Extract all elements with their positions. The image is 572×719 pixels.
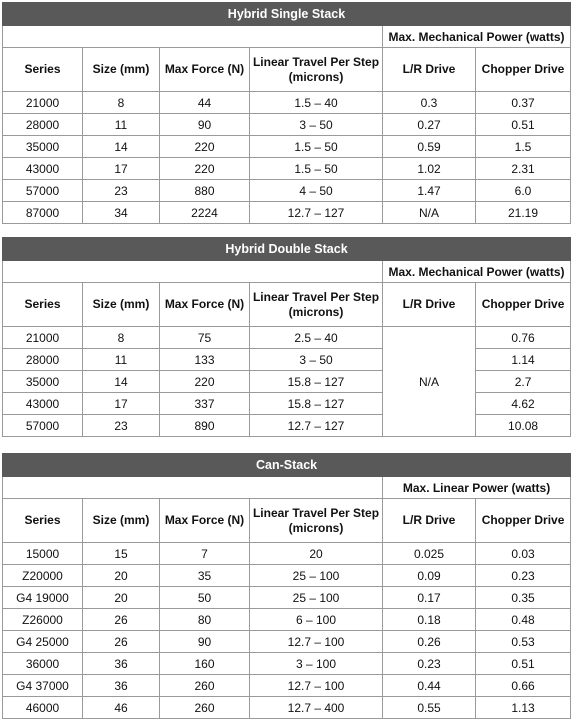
lr-drive-merged-cell: N/A	[383, 327, 476, 437]
table-cell: 12.7 – 100	[250, 675, 383, 697]
table-row	[3, 136, 571, 158]
table-row	[3, 675, 571, 697]
table-cell: 6 – 100	[250, 609, 383, 631]
table-cell: 1.5 – 40	[250, 92, 383, 114]
column-header: Linear Travel Per Step (microns)	[250, 499, 383, 543]
table-cell: 1.02	[383, 158, 476, 180]
table-cell: 14	[83, 371, 160, 393]
table-cell: 15.8 – 127	[250, 371, 383, 393]
table-cell: 0.09	[383, 565, 476, 587]
table-cell: 0.44	[383, 675, 476, 697]
table-cell: 11	[83, 349, 160, 371]
table-row	[3, 631, 571, 653]
table-cell: 3 – 50	[250, 114, 383, 136]
column-header: Max Force (N)	[160, 283, 250, 327]
table-cell: 3 – 50	[250, 349, 383, 371]
table-cell: 0.53	[476, 631, 571, 653]
can-stack-block	[2, 453, 570, 719]
can-stack-table	[2, 453, 571, 719]
table-cell: 28000	[3, 349, 83, 371]
table-cell: 0.025	[383, 543, 476, 565]
table-cell: 21000	[3, 327, 83, 349]
group-header: Max. Linear Power (watts)	[383, 477, 571, 499]
table-cell: 11	[83, 114, 160, 136]
table-cell: 0.03	[476, 543, 571, 565]
table-cell: 0.18	[383, 609, 476, 631]
table-cell: 4.62	[476, 393, 571, 415]
table-cell: 0.48	[476, 609, 571, 631]
table-cell: 25 – 100	[250, 565, 383, 587]
table-cell: 8	[83, 92, 160, 114]
table-cell: 8	[83, 327, 160, 349]
table-title: Hybrid Single Stack	[3, 3, 571, 26]
table-cell: 3 – 100	[250, 653, 383, 675]
table-cell: 46	[83, 697, 160, 719]
table-cell: 0.23	[383, 653, 476, 675]
table-row	[3, 697, 571, 719]
table-cell: 80	[160, 609, 250, 631]
column-header: Size (mm)	[83, 48, 160, 92]
table-cell: 1.14	[476, 349, 571, 371]
table-cell: 12.7 – 127	[250, 415, 383, 437]
table-cell: 36	[83, 675, 160, 697]
table-row	[3, 327, 571, 349]
table-cell: 46000	[3, 697, 83, 719]
table-cell: 35000	[3, 371, 83, 393]
column-header: L/R Drive	[383, 283, 476, 327]
column-header: Chopper Drive	[476, 48, 571, 92]
table-cell: 21.19	[476, 202, 571, 224]
table-row	[3, 587, 571, 609]
table-cell: 12.7 – 400	[250, 697, 383, 719]
table-cell: G4 25000	[3, 631, 83, 653]
table-cell: 17	[83, 158, 160, 180]
table-cell: 0.27	[383, 114, 476, 136]
column-header: L/R Drive	[383, 48, 476, 92]
table-cell: 0.59	[383, 136, 476, 158]
hybrid-double-stack-table	[2, 237, 571, 437]
column-header: Series	[3, 499, 83, 543]
column-header: Size (mm)	[83, 499, 160, 543]
table-cell: 17	[83, 393, 160, 415]
header-spacer	[3, 261, 383, 283]
table-cell: 0.35	[476, 587, 571, 609]
group-header: Max. Mechanical Power (watts)	[383, 26, 571, 48]
table-row	[3, 202, 571, 224]
table-cell: 25 – 100	[250, 587, 383, 609]
table-cell: 160	[160, 653, 250, 675]
table-cell: 0.23	[476, 565, 571, 587]
table-cell: 43000	[3, 393, 83, 415]
table-row	[3, 565, 571, 587]
table-cell: 220	[160, 136, 250, 158]
table-cell: 26	[83, 609, 160, 631]
table-title: Can-Stack	[3, 454, 571, 477]
hybrid-single-stack-table	[2, 2, 571, 224]
table-row	[3, 543, 571, 565]
table-cell: 220	[160, 158, 250, 180]
table-cell: 57000	[3, 415, 83, 437]
hybrid-single-stack-block	[2, 2, 570, 224]
column-header: Chopper Drive	[476, 283, 571, 327]
column-header: Linear Travel Per Step (microns)	[250, 283, 383, 327]
table-cell: 0.51	[476, 653, 571, 675]
table-row	[3, 349, 571, 371]
table-cell: 880	[160, 180, 250, 202]
table-cell: 50	[160, 587, 250, 609]
table-cell: 12.7 – 100	[250, 631, 383, 653]
table-row	[3, 114, 571, 136]
table-row	[3, 92, 571, 114]
group-header: Max. Mechanical Power (watts)	[383, 261, 571, 283]
table-cell: 15000	[3, 543, 83, 565]
table-cell: 44	[160, 92, 250, 114]
table-cell: 75	[160, 327, 250, 349]
table-cell: 7	[160, 543, 250, 565]
table-cell: 1.5	[476, 136, 571, 158]
table-cell: 2.7	[476, 371, 571, 393]
table-row	[3, 371, 571, 393]
table-cell: 220	[160, 371, 250, 393]
table-cell: 15	[83, 543, 160, 565]
table-cell: 0.26	[383, 631, 476, 653]
table-cell: 1.13	[476, 697, 571, 719]
table-cell: 36000	[3, 653, 83, 675]
table-row	[3, 158, 571, 180]
table-cell: 28000	[3, 114, 83, 136]
table-cell: 87000	[3, 202, 83, 224]
table-cell: 20	[250, 543, 383, 565]
column-header: Series	[3, 48, 83, 92]
column-header: L/R Drive	[383, 499, 476, 543]
table-cell: 133	[160, 349, 250, 371]
table-cell: 2.31	[476, 158, 571, 180]
table-cell: N/A	[383, 202, 476, 224]
table-cell: 0.17	[383, 587, 476, 609]
table-cell: Z26000	[3, 609, 83, 631]
table-cell: 57000	[3, 180, 83, 202]
table-cell: 90	[160, 114, 250, 136]
table-cell: 10.08	[476, 415, 571, 437]
table-cell: 12.7 – 127	[250, 202, 383, 224]
table-cell: 26	[83, 631, 160, 653]
table-cell: 0.76	[476, 327, 571, 349]
table-cell: 1.47	[383, 180, 476, 202]
table-cell: 43000	[3, 158, 83, 180]
table-cell: 34	[83, 202, 160, 224]
table-cell: 21000	[3, 92, 83, 114]
table-cell: 260	[160, 675, 250, 697]
table-cell: 90	[160, 631, 250, 653]
table-cell: 0.51	[476, 114, 571, 136]
column-header: Chopper Drive	[476, 499, 571, 543]
table-row	[3, 393, 571, 415]
table-row	[3, 180, 571, 202]
table-cell: 0.66	[476, 675, 571, 697]
hybrid-double-stack-block	[2, 237, 570, 437]
table-cell: G4 19000	[3, 587, 83, 609]
column-header: Max Force (N)	[160, 48, 250, 92]
table-row	[3, 415, 571, 437]
table-cell: 0.55	[383, 697, 476, 719]
table-cell: 35000	[3, 136, 83, 158]
table-cell: 890	[160, 415, 250, 437]
table-cell: 23	[83, 180, 160, 202]
table-cell: 0.3	[383, 92, 476, 114]
table-cell: 0.37	[476, 92, 571, 114]
table-cell: 36	[83, 653, 160, 675]
table-cell: 14	[83, 136, 160, 158]
column-header: Linear Travel Per Step (microns)	[250, 48, 383, 92]
table-cell: 20	[83, 587, 160, 609]
table-cell: 35	[160, 565, 250, 587]
table-cell: 4 – 50	[250, 180, 383, 202]
table-title: Hybrid Double Stack	[3, 238, 571, 261]
table-cell: 2224	[160, 202, 250, 224]
column-header: Max Force (N)	[160, 499, 250, 543]
table-cell: 23	[83, 415, 160, 437]
table-cell: 20	[83, 565, 160, 587]
column-header: Size (mm)	[83, 283, 160, 327]
column-header: Series	[3, 283, 83, 327]
table-cell: 1.5 – 50	[250, 158, 383, 180]
table-cell: Z20000	[3, 565, 83, 587]
header-spacer	[3, 477, 383, 499]
table-cell: 15.8 – 127	[250, 393, 383, 415]
table-row	[3, 609, 571, 631]
table-cell: 2.5 – 40	[250, 327, 383, 349]
table-row	[3, 653, 571, 675]
table-cell: 6.0	[476, 180, 571, 202]
table-cell: G4 37000	[3, 675, 83, 697]
table-cell: 337	[160, 393, 250, 415]
table-cell: 1.5 – 50	[250, 136, 383, 158]
header-spacer	[3, 26, 383, 48]
table-cell: 260	[160, 697, 250, 719]
